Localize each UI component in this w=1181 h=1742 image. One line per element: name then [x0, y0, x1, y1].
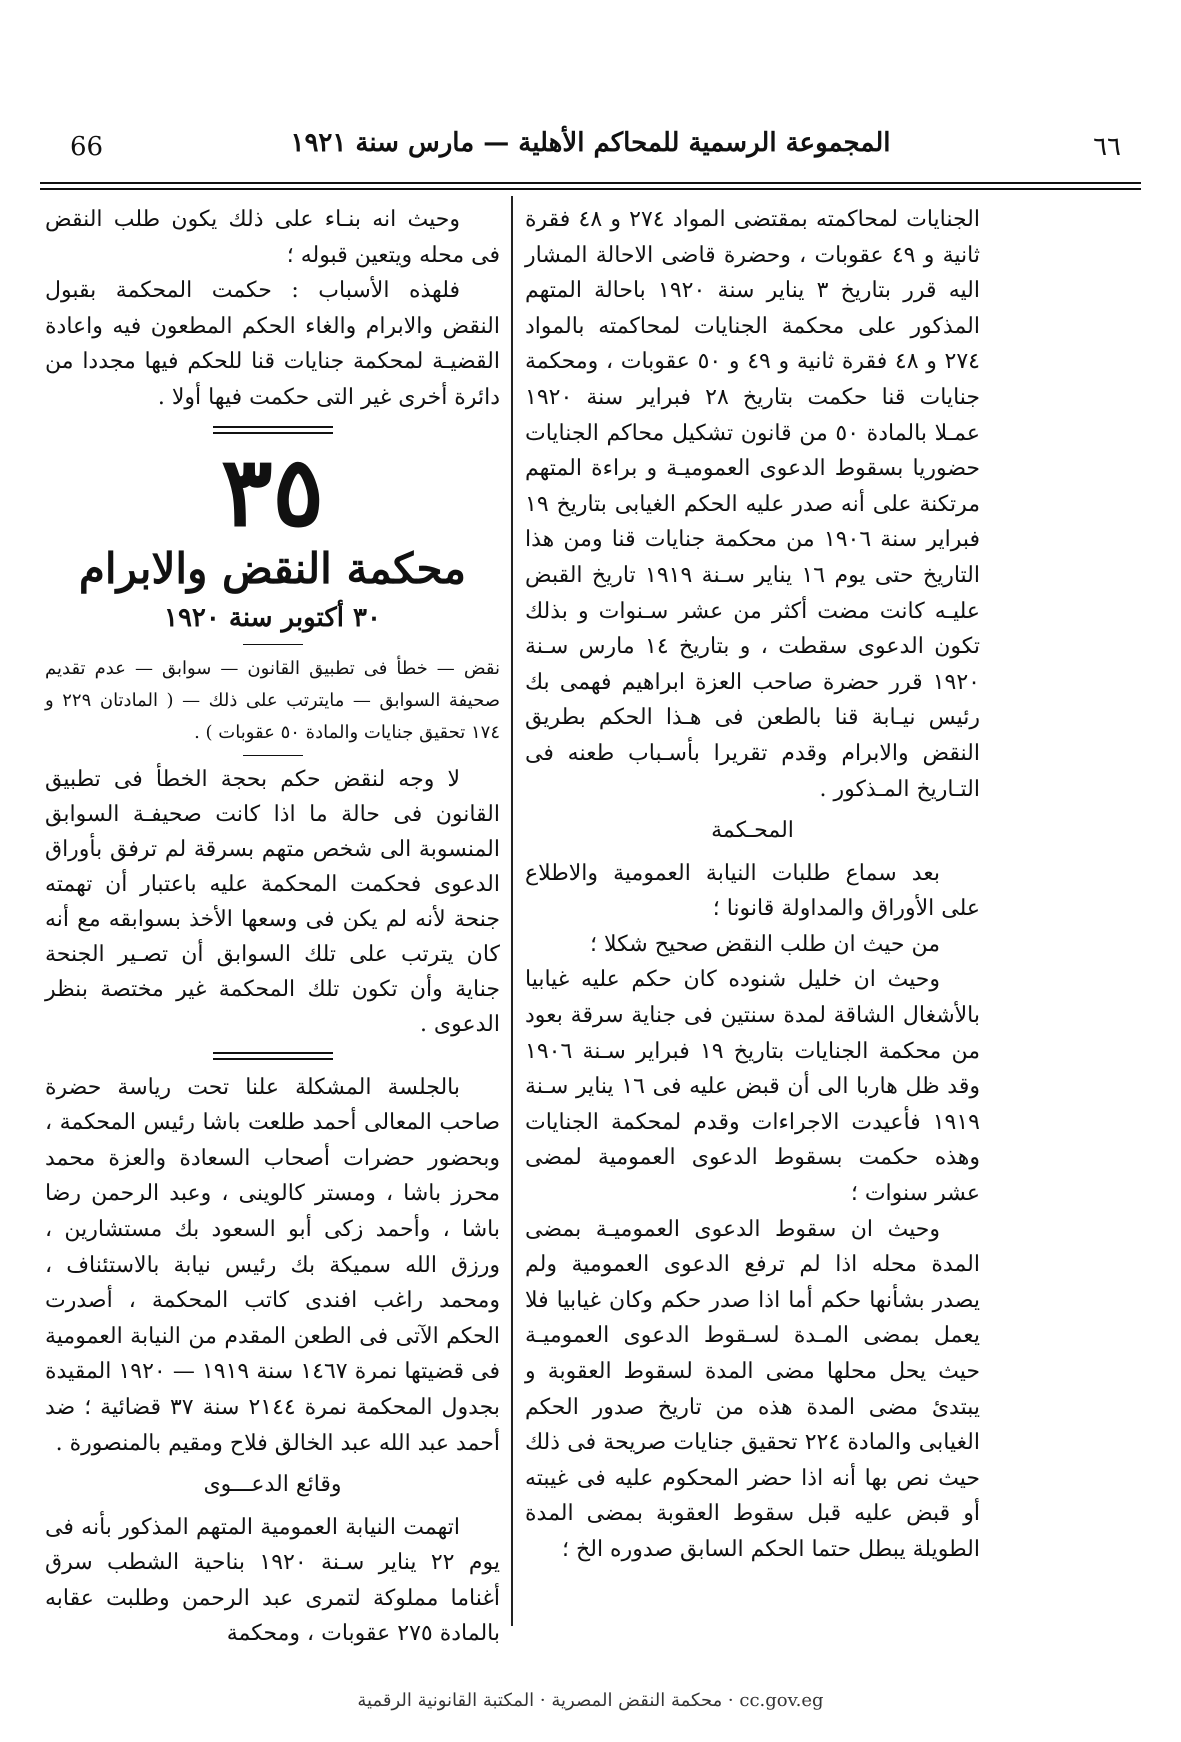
page-footer: cc.gov.eg · محكمة النقض المصرية · المكتبة القانونية الرقمية [357, 1690, 824, 1711]
divider [243, 755, 303, 756]
page-header [40, 128, 1141, 172]
page-number-arabic: ٦٦ [1093, 132, 1121, 162]
case-number: ٣٥ [220, 434, 325, 548]
page-number-latin: 66 [70, 132, 104, 162]
paragraph: وحيث ان خليل شنوده كان حكم عليه غيابيا بالأشغال الشاقة لمدة سنتين فى جناية سرقة بعود من محكمة الجنايات بتاريخ ١٩ فبراير سـنة ١٩٠٦ وقد ظل هاربا الى أن قبض عليه فى ١٦ يناير سـنة ١٩١٩ فأعيدت الاجراءات وقدم لمحكمة الجنايات وهذه حكمت بسقوط الدعوى العمومية لمضى عشر سنوات ؛ [525, 967, 980, 1207]
session-paragraph: بالجلسة المشكلة علنا تحت رياسة حضرة صاحب المعالى أحمد طلعت باشا رئيس المحكمة ، وبحضور حضرات أصحاب السعادة والعزة محمد محرز باشا ، ومستر كالوينى ، وعبد الرحمن رضا باشا ، وأحمد زكى أبو السعود بك مستشارين ، ورزق الله سميكة بك رئيس نيابة بالاستئناف ، ومحمد راغب افندى كاتب المحكمة ، أصدرت الحكم الآتى فى الطعن المقدم من النيابة العمومية فى قضيتها نمرة ١٤٦٧ سنة ١٩١٩ — ١٩٢٠ المقيدة بجدول المحكمة نمرة ٢١٤٤ سنة ٣٧ قضائية ؛ ضد أحمد عبد الله عبد الخالق فلاح ومقيم بالمنصورة . [45, 1074, 500, 1456]
paragraph: فلهذه الأسباب : حكمت المحكمة بقبول النقض والابرام والغاء الحكم المطعون فيه واعادة القضيـة لمحكمة جنايات قنا للحكم فيها مجددا من دائرة أخرى غير التى حكمت فيها أولا . [45, 278, 500, 410]
paragraph: من حيث ان طلب النقض صحيح شكلا ؛ [590, 931, 940, 957]
paragraph: بعد سماع طلبات النيابة العمومية والاطلاع على الأوراق والمداولة قانونا ؛ [525, 860, 980, 922]
journal-title: المجموعة الرسمية للمحاكم الأهلية — مارس سنة ١٩٢١ [290, 128, 891, 158]
divider [243, 644, 303, 645]
paragraph: وحيث ان سقوط الدعوى العموميـة بمضى المدة محله اذا لم ترفع الدعوى العمومية ولم يصدر بشأنها حكم أما اذا صدر حكم وكان غيابيا فلا يعمل بمضى المـدة لسـقوط الدعوى العموميـة حيث يحل محلها مضى المدة لسقوط العقوبة و يبتدئ مضى المدة هذه من تاريخ صدور الحكم الغيابى والمادة ٢٢٤ تحقيق جنايات صريحة فى ذلك حيث نص بها أنه اذا حضر المحكوم عليه فى غيبته أو قبض عليه قبل سقوط العقوبة بمضى المدة الطويلة يبطل حتما الحكم السابق صدوره الخ ؛ [525, 1216, 980, 1562]
holding: لا وجه لنقض حكم بحجة الخطأ فى تطبيق القانون فى حالة ما اذا كانت صحيفـة السوابق المنسوبة الى شخص متهم بسرقة لم ترفق بأوراق الدعوى فحكمت المحكمة عليه باعتبار أن تهمته جنحة لأنه لم يكن فى وسعها الأخذ بسوابقه مع أنه كان يترتب على تلك السوابق أن تصـير الجنحة جناية وأن تكون تلك المحكمة غير مختصة بنظر الدعوى . [45, 766, 500, 1037]
section-separator [213, 1052, 333, 1060]
column-divider [511, 196, 513, 1626]
section-separator [213, 426, 333, 434]
facts-heading: وقائع الدعـــوى [203, 1472, 342, 1498]
paragraph: وحيث انه بنـاء على ذلك يكون طلب النقض فى محله ويتعين قبوله ؛ [45, 207, 500, 268]
headnote: نقض — خطأ فى تطبيق القانون — سوابق — عدم تقديم صحيفة السوابق — مايترتب على ذلك — ( المادتان ٢٢٩ و ١٧٤ تحقيق جنايات والمادة ٥٠ عقوبات ) . [45, 657, 500, 743]
paragraph: الجنايات لمحاكمته بمقتضى المواد ٢٧٤ و ٤٨ فقرة ثانية و ٤٩ عقوبات ، وحضرة قاضى الاحالة المشار اليه قرر بتاريخ ٣ يناير سنة ١٩٢٠ باحالة المتهم المذكور على محكمة الجنايات لمحاكمته بالمواد ٢٧٤ و ٤٨ فقرة ثانية و ٤٩ و ٥٠ عقوبات ، ومحكمة جنايات قنا حكمت بتاريخ ٢٨ فبراير سنة ١٩٢٠ عمـلا بالمادة ٥٠ من قانون تشكيل محاكم الجنايات حضوريا بسقوط الدعوى العموميـة و براءة المتهم مرتكنة على أنه صدر عليه الحكم الغيابى بتاريخ ١٩ فبراير سنة ١٩٠٦ من محكمة جنايات قنا ومن هذا التاريخ حتى يوم ١٦ يناير سـنة ١٩١٩ تاريخ القبض عليـه كانت مضت أكثر من عشر سـنوات و بذلك تكون الدعوى سقطت ، و بتاريخ ١٤ مارس سـنة ١٩٢٠ قرر حضرة صاحب العزة ابراهيم فهمى بك رئيس نيـابة قنا بالطعن فى هـذا الحكم بطريق النقض والابرام وقدم تقريرا بأسـباب طعنه فى التـاريخ المـذكور . [525, 207, 981, 802]
facts-paragraph: اتهمت النيابة العمومية المتهم المذكور بأنه فى يوم ٢٢ يناير سـنة ١٩٢٠ بناحية الشطب سرق أغناما مملوكة لتمرى عبد الرحمن وطلبت عقابه بالمادة ٢٧٥ عقوبات ، ومحكمة [45, 1514, 500, 1647]
court-section-heading: المحـكمة [711, 818, 794, 844]
header-rule-double [40, 188, 1141, 190]
header-rule [40, 182, 1141, 184]
court-name: محكمة النقض والابرام [78, 543, 467, 593]
left-column [45, 202, 500, 1652]
right-column [525, 202, 980, 1568]
case-date: ٣٠ أكتوبر سنة ١٩٢٠ [164, 602, 381, 633]
